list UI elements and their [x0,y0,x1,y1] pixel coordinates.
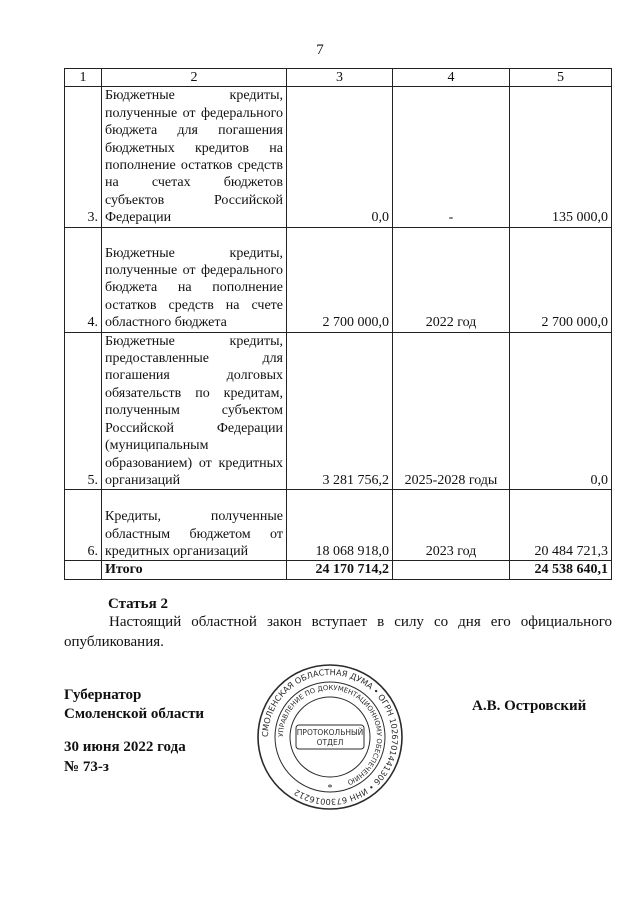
stamp-inner-line1: ПРОТОКОЛЬНЫЙ [296,728,364,737]
row-value-col5: 0,0 [510,332,612,490]
table-row [65,87,612,227]
row-number: 6. [65,490,102,561]
header-cell: 3 [287,69,393,87]
signer-position [64,686,204,724]
stamp-middle-text: УПРАВЛЕНИЕ ПО ДОКУМЕНТАЦИОННОМУ ОБЕСПЕЧЕНИЮ [276,683,384,787]
row-value-col5: 2 700 000,0 [510,227,612,332]
law-number: № 73-з [64,759,109,775]
row-value-col3: 3 281 756,2 [287,332,393,490]
row-name: Бюджетные кредиты, полученные от федерального бюджета на пополнение остатков средств на счете областного бюджета [102,227,287,332]
row-name: Кредиты, полученные областным бюджетом от кредитных организаций [102,490,287,561]
stamp-outer-text: СМОЛЕНСКАЯ ОБЛАСТНАЯ ДУМА • ОГРН 1026701441306 • ИНН 6730016212 [259,666,401,808]
row-value-col4: - [393,87,510,227]
stamp-inner-line2: ОТДЕЛ [316,738,344,747]
row-value-col4: 2022 год [393,227,510,332]
page-number: 7 [316,42,324,58]
total-label: Итого [102,561,287,579]
row-number: 4. [65,227,102,332]
signer-position-line2: Смоленской области [64,706,205,722]
row-value-col3: 18 068 918,0 [287,490,393,561]
header-cell: 2 [102,69,287,87]
stamp-star-icon: * [327,783,333,794]
total-row [65,561,612,579]
row-number: 3. [65,87,102,227]
table-row [65,490,612,561]
row-value-col5: 135 000,0 [510,87,612,227]
signer-position-line1: Губернатор [64,687,142,703]
stamp-inner-ring [290,697,370,777]
article-text: Настоящий областной закон вступает в силу со дня его официального опубликования. [64,614,612,650]
row-name: Бюджетные кредиты, предоставленные для погашения долговых обязательств по кредитам, полученным субъектом Российской Федерации (муниципальным образованием) от кредитных организаций [102,332,287,490]
stamp-middle-ring [275,682,385,792]
row-value-col4: 2025-2028 годы [393,332,510,490]
row-number: 5. [65,332,102,490]
header-cell: 5 [510,69,612,87]
budget-table [64,68,612,580]
article-title: Статья 2 [108,596,168,612]
row-value-col3: 2 700 000,0 [287,227,393,332]
row-value-col4: 2023 год [393,490,510,561]
signer-name: А.В. Островский [472,698,587,714]
total-col5: 24 538 640,1 [510,561,612,579]
total-empty-cell [65,561,102,579]
official-stamp [256,663,404,811]
row-name: Бюджетные кредиты, полученные от федерального бюджета для погашения бюджетных кредитов на пополнение остатков средств на счетах бюджетов субъектов Российской Федерации [102,87,287,227]
signing-date: 30 июня 2022 года [64,739,186,755]
row-value-col3: 0,0 [287,87,393,227]
total-col3: 24 170 714,2 [287,561,393,579]
table-row [65,227,612,332]
row-value-col5: 20 484 721,3 [510,490,612,561]
table-header-row [65,69,612,87]
header-cell: 1 [65,69,102,87]
table-row [65,332,612,490]
total-empty-cell [393,561,510,579]
signing-info [64,737,186,777]
header-cell: 4 [393,69,510,87]
